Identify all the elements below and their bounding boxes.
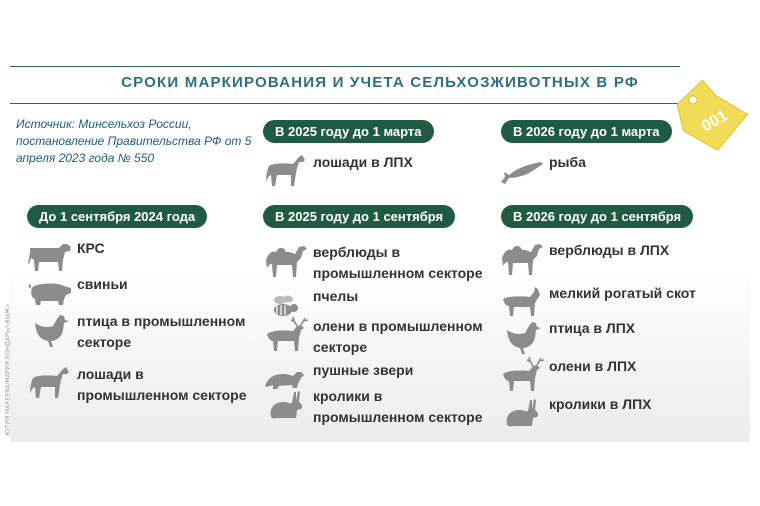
chicken-icon	[499, 318, 545, 356]
list-item: кролики в ЛПХ	[499, 394, 739, 432]
list-item: птица в промышленном секторе	[27, 311, 249, 353]
list-item: верблюды в промышленном секторе	[263, 242, 488, 284]
rabbit-icon	[499, 394, 545, 432]
source-note: Источник: Минсельхоз России, постановление Правительства РФ от 5 апреля 2023 года № 550	[16, 117, 252, 165]
deer-icon	[499, 356, 545, 394]
cow-icon	[27, 238, 73, 276]
list-item: лошади в ЛПХ	[263, 152, 413, 190]
heading-2026-september: В 2026 году до 1 сентября	[501, 205, 693, 228]
rabbit-icon	[263, 386, 309, 424]
list-item: пушные звери	[263, 360, 488, 398]
list-item: лошади в промышленном секторе	[27, 364, 249, 406]
list-item: кролики в промышленном секторе	[263, 386, 488, 428]
list-item: олени в ЛПХ	[499, 356, 739, 394]
heading-2026-march: В 2026 году до 1 марта	[501, 120, 672, 143]
heading-2025-september: В 2025 году до 1 сентября	[263, 205, 455, 228]
list-item: рыба	[499, 152, 586, 190]
pig-icon	[27, 274, 73, 312]
chicken-icon	[27, 311, 73, 349]
ear-tag-icon	[668, 70, 760, 172]
heading-2025-march: В 2025 году до 1 марта	[263, 120, 434, 143]
tag-number: 001	[698, 107, 731, 136]
camel-icon	[499, 240, 545, 278]
fish-icon	[499, 152, 545, 190]
credit-line: ЮЛИЯ МАКЕЕВА/МАРИЯ БОНДАРЬ/«ВЫЖ»	[4, 304, 12, 436]
list-item: олени в промышленном секторе	[263, 316, 488, 358]
title-underline	[10, 103, 682, 104]
list-item: свиньи	[27, 274, 247, 312]
deer-icon	[263, 316, 309, 354]
top-rule	[10, 66, 680, 67]
list-item: мелкий рогатый скот	[499, 283, 739, 321]
camel-icon	[263, 242, 309, 280]
heading-2024-september: До 1 сентября 2024 года	[27, 205, 207, 228]
horse-icon	[27, 364, 73, 402]
horse-icon	[263, 152, 309, 190]
goat-icon	[499, 283, 545, 321]
list-item: пчелы	[263, 286, 488, 324]
list-item: верблюды в ЛПХ	[499, 240, 739, 278]
list-item: КРС	[27, 238, 247, 276]
list-item: птица в ЛПХ	[499, 318, 739, 356]
page-title: СРОКИ МАРКИРОВАНИЯ И УЧЕТА СЕЛЬХОЗЖИВОТНЫХ В РФ	[121, 74, 639, 91]
